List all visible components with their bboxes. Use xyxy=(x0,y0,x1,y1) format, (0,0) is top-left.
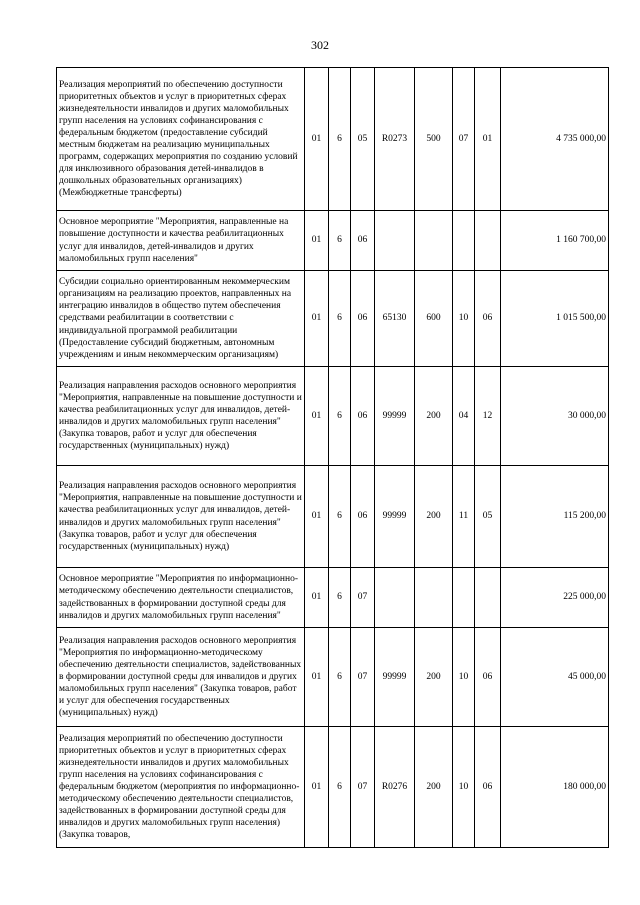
table-row xyxy=(57,68,609,211)
section-code: 10 xyxy=(453,271,475,367)
direction-code: 99999 xyxy=(375,367,415,466)
table-row xyxy=(57,727,609,848)
direction-code: 99999 xyxy=(375,466,415,568)
program-code: 01 xyxy=(305,628,329,727)
subsection-code: 06 xyxy=(475,271,501,367)
subprogram-code: 6 xyxy=(329,466,351,568)
amount-value: 4 735 000,00 xyxy=(501,68,609,211)
row-description: Реализация мероприятий по обеспечению доступности приоритетных объектов и услуг в приоритетных сферах жизнедеятельности инвалидов и других маломобильных групп населения на условиях софинансирования с федеральным бюджетом (мероприятия по информационно-методическому обеспечению деятельности специалистов, задействованных в формировании доступной среды для инвалидов и других маломобильных групп населения) (Закупка товаров, xyxy=(57,727,305,848)
main-measure-code: 06 xyxy=(351,271,375,367)
direction-code xyxy=(375,568,415,628)
program-code: 01 xyxy=(305,367,329,466)
subsection-code: 12 xyxy=(475,367,501,466)
main-measure-code: 06 xyxy=(351,367,375,466)
subprogram-code: 6 xyxy=(329,68,351,211)
subsection-code: 06 xyxy=(475,727,501,848)
program-code: 01 xyxy=(305,271,329,367)
subprogram-code: 6 xyxy=(329,211,351,271)
program-code: 01 xyxy=(305,68,329,211)
expense-type-code: 600 xyxy=(415,271,453,367)
main-measure-code: 05 xyxy=(351,68,375,211)
main-measure-code: 07 xyxy=(351,628,375,727)
subsection-code: 01 xyxy=(475,68,501,211)
section-code xyxy=(453,568,475,628)
direction-code: 99999 xyxy=(375,628,415,727)
direction-code: R0276 xyxy=(375,727,415,848)
row-description: Субсидии социально ориентированным некоммерческим организациям на реализацию проектов, направленных на интеграцию инвалидов в общество путем обеспечения средствами реабилитации в соответствии с индивидуальной программой реабилитации (Предоставление субсидий бюджетным, автономным учреждениям и иным некоммерческим организациям) xyxy=(57,271,305,367)
amount-value: 225 000,00 xyxy=(501,568,609,628)
subprogram-code: 6 xyxy=(329,271,351,367)
program-code: 01 xyxy=(305,211,329,271)
section-code xyxy=(453,211,475,271)
main-measure-code: 06 xyxy=(351,466,375,568)
direction-code: 65130 xyxy=(375,271,415,367)
row-description: Реализация направления расходов основного мероприятия "Мероприятия по информационно-методическому обеспечению деятельности специалистов, задействованных в формировании доступной среды для инвалидов и других маломобильных групп населения" (Закупка товаров, работ и услуг для обеспечения государственных (муниципальных) нужд) xyxy=(57,628,305,727)
budget-table xyxy=(56,67,609,848)
row-description: Реализация направления расходов основного мероприятия "Мероприятия, направленные на повышение доступности и качества реабилитационных услуг для инвалидов, детей-инвалидов и других маломобильных групп населения" (Закупка товаров, работ и услуг для обеспечения государственных (муниципальных) нужд) xyxy=(57,466,305,568)
table-row xyxy=(57,466,609,568)
expense-type-code: 200 xyxy=(415,466,453,568)
subsection-code xyxy=(475,568,501,628)
section-code: 10 xyxy=(453,628,475,727)
table-row xyxy=(57,271,609,367)
table-row xyxy=(57,211,609,271)
expense-type-code: 500 xyxy=(415,68,453,211)
table-row xyxy=(57,628,609,727)
direction-code xyxy=(375,211,415,271)
subprogram-code: 6 xyxy=(329,367,351,466)
section-code: 07 xyxy=(453,68,475,211)
table-row xyxy=(57,568,609,628)
subprogram-code: 6 xyxy=(329,727,351,848)
expense-type-code: 200 xyxy=(415,727,453,848)
amount-value: 1 015 500,00 xyxy=(501,271,609,367)
program-code: 01 xyxy=(305,727,329,848)
subsection-code: 05 xyxy=(475,466,501,568)
section-code: 04 xyxy=(453,367,475,466)
row-description: Реализация мероприятий по обеспечению доступности приоритетных объектов и услуг в приоритетных сферах жизнедеятельности инвалидов и других маломобильных групп населения на условиях софинансирования с федеральным бюджетом (предоставление субсидий местным бюджетам на реализацию муниципальных программ, содержащих мероприятия по созданию условий для инклюзивного образования детей-инвалидов в дошкольных образовательных организациях) (Межбюджетные трансферты) xyxy=(57,68,305,211)
amount-value: 115 200,00 xyxy=(501,466,609,568)
program-code: 01 xyxy=(305,568,329,628)
page-number: 302 xyxy=(311,38,329,52)
row-description: Основное мероприятие "Мероприятия по информационно-методическому обеспечению деятельности специалистов, задействованных в формировании доступной среды для инвалидов и других маломобильных групп населения" xyxy=(57,568,305,628)
row-description: Реализация направления расходов основного мероприятия "Мероприятия, направленные на повышение доступности и качества реабилитационных услуг для инвалидов, детей-инвалидов и других маломобильных групп населения" (Закупка товаров, работ и услуг для обеспечения государственных (муниципальных) нужд) xyxy=(57,367,305,466)
subsection-code: 06 xyxy=(475,628,501,727)
main-measure-code: 07 xyxy=(351,727,375,848)
section-code: 10 xyxy=(453,727,475,848)
subprogram-code: 6 xyxy=(329,568,351,628)
main-measure-code: 06 xyxy=(351,211,375,271)
table-row xyxy=(57,367,609,466)
expense-type-code: 200 xyxy=(415,628,453,727)
main-measure-code: 07 xyxy=(351,568,375,628)
expense-type-code: 200 xyxy=(415,367,453,466)
expense-type-code xyxy=(415,568,453,628)
amount-value: 45 000,00 xyxy=(501,628,609,727)
expense-type-code xyxy=(415,211,453,271)
row-description: Основное мероприятие "Мероприятия, направленные на повышение доступности и качества реабилитационных услуг для инвалидов, детей-инвалидов и других маломобильных групп населения" xyxy=(57,211,305,271)
amount-value: 30 000,00 xyxy=(501,367,609,466)
amount-value: 180 000,00 xyxy=(501,727,609,848)
direction-code: R0273 xyxy=(375,68,415,211)
subsection-code xyxy=(475,211,501,271)
section-code: 11 xyxy=(453,466,475,568)
program-code: 01 xyxy=(305,466,329,568)
subprogram-code: 6 xyxy=(329,628,351,727)
budget-table-body xyxy=(57,68,609,848)
amount-value: 1 160 700,00 xyxy=(501,211,609,271)
